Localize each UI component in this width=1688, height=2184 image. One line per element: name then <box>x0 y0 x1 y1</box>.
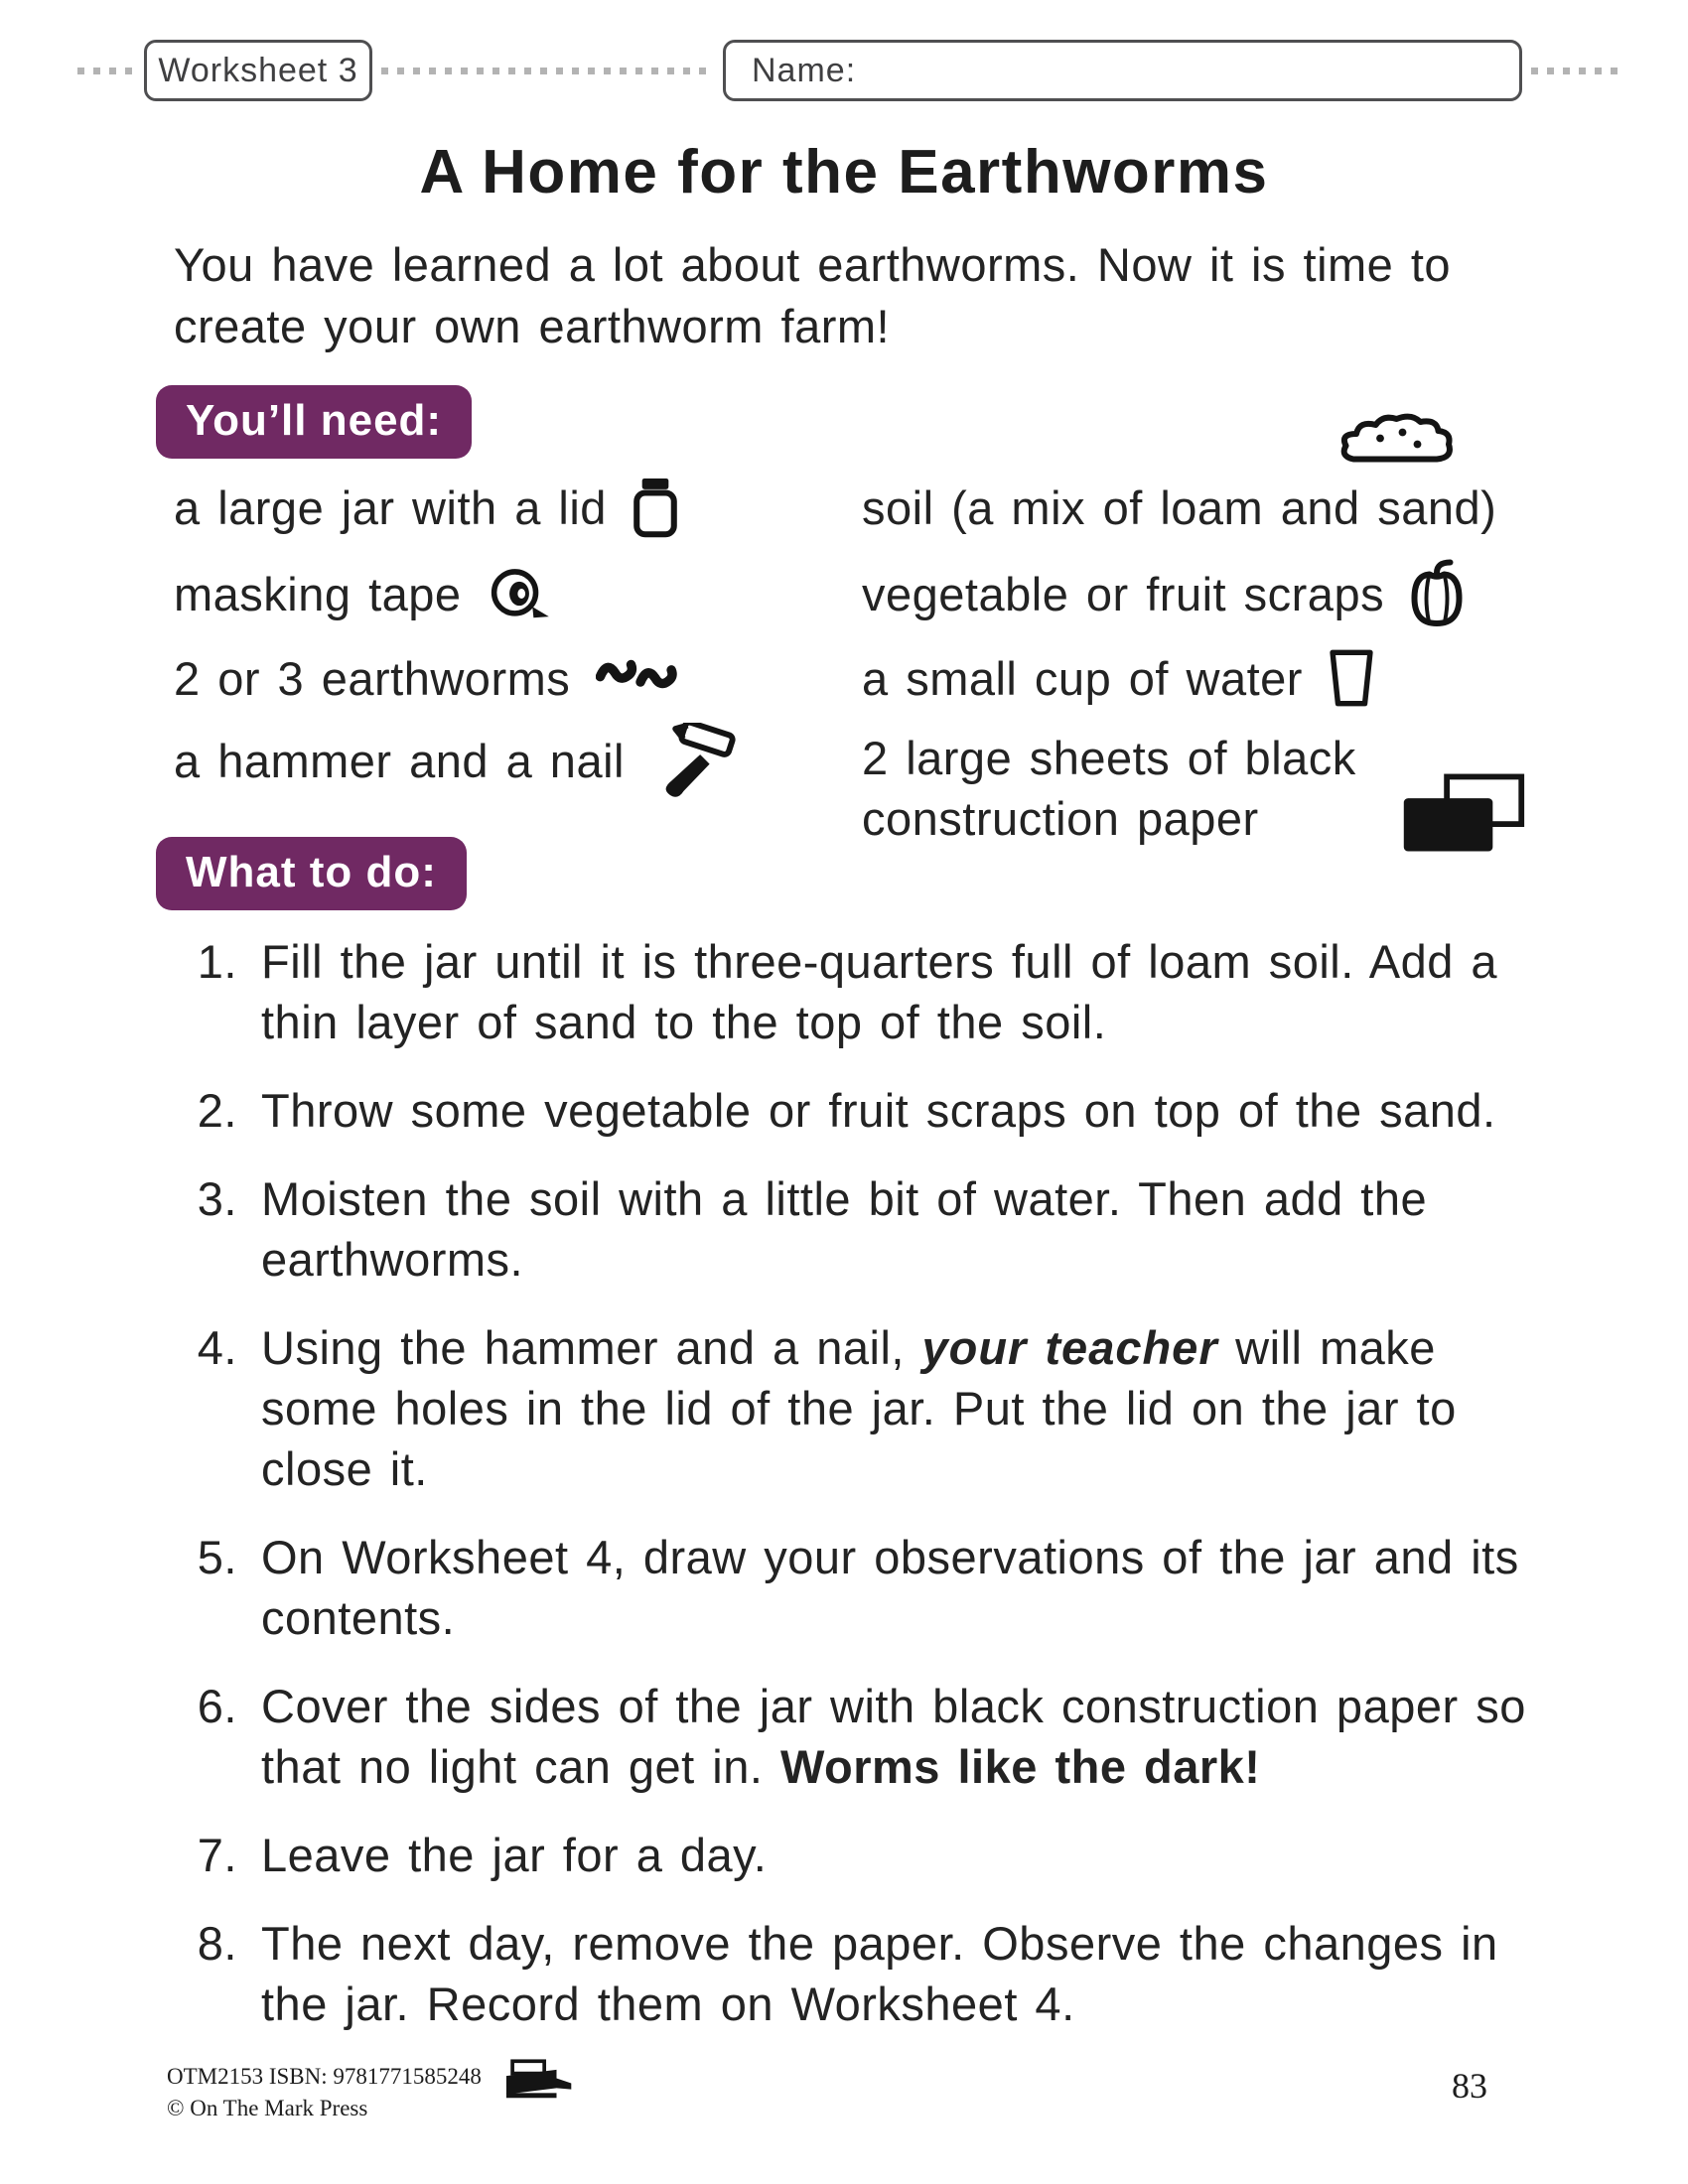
name-label: Name: <box>752 51 857 89</box>
material-item <box>862 561 1464 626</box>
name-field[interactable] <box>723 40 1522 101</box>
step-text: Using the hammer and a nail, your teacher will make some holes in the lid of the jar. Put the lid on the jar to close it. <box>261 1321 1457 1495</box>
step-text: Moisten the soil with a little bit of water. Then add the earthworms. <box>261 1172 1428 1286</box>
cup-icon <box>1329 647 1374 709</box>
step-text: The next day, remove the paper. Observe the changes in the jar. Record them on Worksheet 4. <box>261 1917 1498 2030</box>
paper-icon <box>1398 772 1527 856</box>
what-to-do-heading: What to do: <box>156 837 467 910</box>
footer-copyright-line: © On The Mark Press <box>167 2096 368 2120</box>
step-item <box>174 1080 1564 1141</box>
material-item <box>174 645 685 711</box>
step-number: 3. <box>197 1172 237 1225</box>
material-label: soil (a mix of loam and sand) <box>862 480 1497 534</box>
step-text: Leave the jar for a day. <box>261 1829 768 1881</box>
material-item <box>862 645 1374 711</box>
step-number: 5. <box>197 1531 237 1583</box>
material-label: vegetable or fruit scraps <box>862 567 1385 620</box>
step-item <box>174 1168 1564 1290</box>
page-title: A Home for the Earthworms <box>419 138 1269 206</box>
step-text: Cover the sides of the jar with black construction paper so that no light can get in. Worms like the dark! <box>261 1680 1526 1793</box>
soil-icon <box>1338 411 1464 469</box>
step-number: 4. <box>197 1321 237 1374</box>
step-number: 1. <box>197 935 237 988</box>
step-number: 8. <box>197 1917 237 1970</box>
material-item <box>174 561 551 626</box>
step-text: Throw some vegetable or fruit scraps on top of the sand. <box>261 1084 1496 1137</box>
page-number: 83 <box>1452 2066 1487 2106</box>
dotted-line <box>77 68 139 74</box>
material-item <box>862 475 1496 540</box>
step-text: On Worksheet 4, draw your observations of the jar and its contents. <box>261 1531 1519 1644</box>
step-number: 7. <box>197 1829 237 1881</box>
youll-need-heading: You’ll need: <box>156 385 472 459</box>
material-label: masking tape <box>174 567 462 620</box>
dotted-line <box>381 68 715 74</box>
material-item <box>174 728 736 793</box>
hammer-icon <box>650 723 736 798</box>
step-item <box>174 1317 1564 1499</box>
step-item <box>174 1913 1564 2034</box>
step-item <box>174 1825 1564 1885</box>
step-text: Fill the jar until it is three-quarters full of loam soil. Add a thin layer of sand to the top of the soil. <box>261 935 1498 1048</box>
material-item <box>862 728 1477 849</box>
step-item <box>174 931 1564 1052</box>
material-label: a small cup of water <box>862 651 1303 705</box>
footer-publisher-info <box>167 2061 482 2124</box>
tape-icon <box>488 566 551 621</box>
pepper-icon <box>1410 559 1464 628</box>
material-label: a hammer and a nail <box>174 734 625 787</box>
step-number: 2. <box>197 1084 237 1137</box>
intro-paragraph: You have learned a lot about earthworms. Now it is time to create your own earthworm farm! <box>174 238 1452 352</box>
steps-list <box>174 931 1564 2062</box>
material-item <box>174 475 678 540</box>
material-label: a large jar with a lid <box>174 480 607 534</box>
step-item <box>174 1676 1564 1797</box>
worksheet-number-box <box>144 40 372 101</box>
jar-icon <box>633 477 678 538</box>
dotted-line <box>1531 68 1622 74</box>
step-item <box>174 1527 1564 1648</box>
worksheet-number-label: Worksheet 3 <box>158 51 358 89</box>
printer-icon <box>501 2057 575 2105</box>
worms-icon <box>596 655 685 701</box>
material-label: 2 large sheets of black construction paper <box>862 732 1356 845</box>
material-label: 2 or 3 earthworms <box>174 651 571 705</box>
step-number: 6. <box>197 1680 237 1732</box>
footer-code-line: OTM2153 ISBN: 9781771585248 <box>167 2064 482 2089</box>
